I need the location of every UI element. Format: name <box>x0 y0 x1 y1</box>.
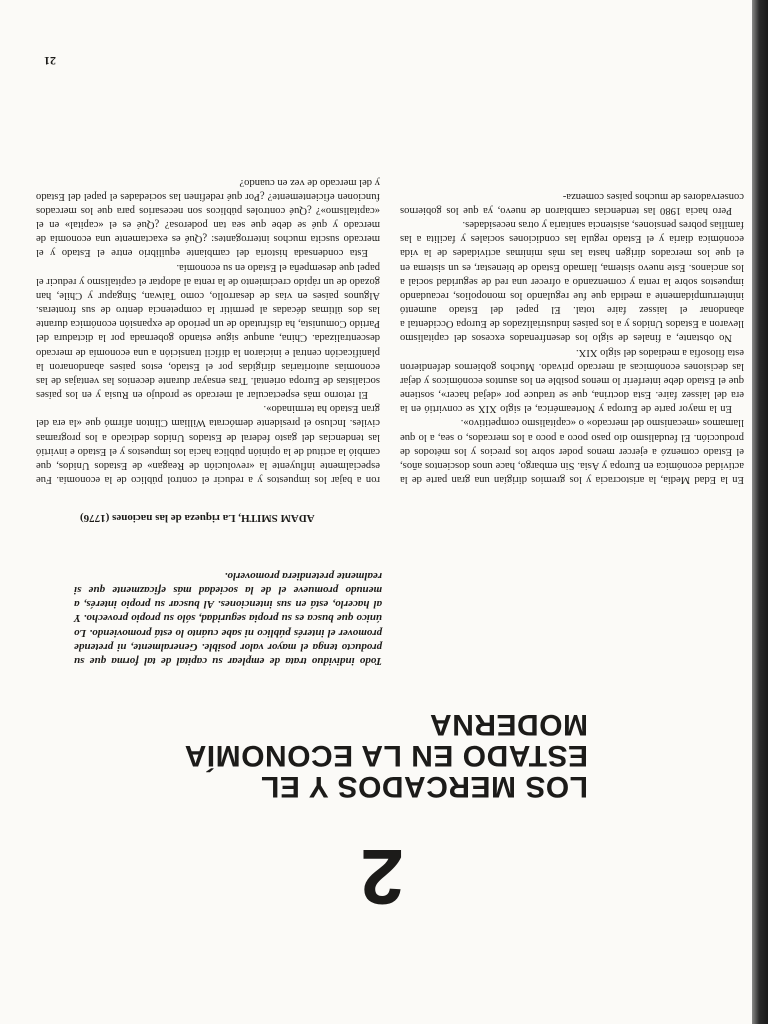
chapter-number: 2 <box>360 833 404 921</box>
paragraph: Pero hacia 1980 las tendencias cambiaron de nuevo, ya que los gobiernos conservadores de muchos países comenza- <box>400 190 744 217</box>
scan-edge-shadow <box>752 0 768 1024</box>
epigraph-source: ADAM SMITH, La riqueza de las naciones (1776) <box>80 512 315 524</box>
body-column-left <box>400 36 744 486</box>
page-number: 21 <box>44 54 56 68</box>
epigraph-quote: Todo individuo trata de emplear su capital de tal forma que su producto tenga el mayor valor posible. Generalmente, ni pretende promover el interés público ni sabe cuánto lo está promoviendo. Lo único que busca es su propia seguridad, sólo su propio provecho. Y al hacerlo, está en sus intenciones. Al buscar su propio interés, a menudo promueve el de la sociedad más eficazmente que si realmente pretendiera promoverlo. <box>74 569 382 667</box>
paragraph: Esta condensada historia del cambiante equilibrio entre el Estado y el mercado suscita muchos interrogantes: ¿Qué es exactamente una economía de mercado y qué se debe que sea tan poderosa? ¿Qué es el «capital» en el «capitalismo»? ¿Qué controles públicos son necesarios para que los mercados funcionen eficientemente? ¿Por qué redefinen las sociedades el papel del Estado y del mercado de vez en cuando? <box>36 176 380 259</box>
chapter-title: LOS MERCADOS Y EL ESTADO EN LA ECONOMÍA MODERNA <box>185 708 588 803</box>
paragraph: El retorno más espectacular al mercado se produjo en Rusia y en los países socialistas de Europa oriental. Tras ensayar durante decenios las ventajas de las economías autoritarias dirigidas por el Estado, estos países abandonaron la planificación central e iniciaron la difícil transición a una economía de mercado descentralizada. China, aunque sigue estando gobernada por la dictadura del Partido Comunista, ha disfrutado de un período de expansión económica durante las dos últimas décadas al permitir la competencia dentro de sus fronteras. Algunos países en vías de desarrollo, como Taiwan, Singapur y Chile, han gozado de un rápido crecimiento de la renta al adoptar el capitalismo y reducir el papel que desempeña el Estado en su economía. <box>36 261 380 401</box>
paragraph: En la mayor parte de Europa y Norteamérica, el siglo XIX se convirtió en la era del laissez faire. Esta doctrina, que se traduce por «dejad hacer», sostiene que el Estado debe interferir lo menos posible en los asuntos económicos y dejar las decisiones económicas al mercado privado. Muchos gobiernos defendieron esta filosofía a mediados del siglo XIX. <box>400 346 744 415</box>
paragraph: No obstante, a finales de siglo los desenfrenados excesos del capitalismo llevaron a Estados Unidos y a los países industrializados de Europa Occidental a abandonar el laissez faire total. El papel del Estado aumentó ininterrumpidamente a medida que fue regulando los monopolios, recaudando impuestos sobre la renta y comenzando a ofrecer una red de seguridad social a los ancianos. Este nuevo sistema, llamado Estado de bienestar, es un sistema en el que los mercados dirigen hasta las más mínimas actividades de la vida económica diaria y el Estado regula las condiciones sociales y facilita a las familias pobres pensiones, asistencia sanitaria y otras necesidades. <box>400 219 744 344</box>
body-column-right <box>36 36 380 486</box>
paragraph: ron a bajar los impuestos y a reducir el control público de la economía. Fue especialmente influyente la «revolución de Reagan» de Estados Unidos, que cambió la actitud de la opinión pública hacia los impuestos y el Estado e invirtió las tendencias del gasto federal de Estados Unidos dedicado a los programas civiles. Incluso el presidente demócrata William Clinton afirmó que «la era del gran Estado ha terminado». <box>36 403 380 485</box>
paragraph: En la Edad Media, la aristocracia y los gremios dirigían una gran parte de la actividad económica en Europa y Asia. Sin embargo, hace unos doscientos años, el Estado comenzó a ejercer menos poder sobre los precios y los métodos de producción. El feudalismo dio paso poco a poco a los mercados, o sea, a lo que llamamos «mecanismo del mercado» o «capitalismo competitivo». <box>400 417 744 485</box>
